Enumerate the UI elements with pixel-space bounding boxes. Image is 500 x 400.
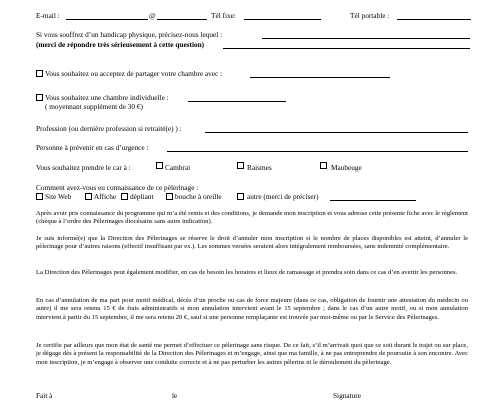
car-option-label: Maubeuge [331, 163, 362, 172]
share-room-checkbox[interactable] [36, 70, 43, 77]
email-user-field[interactable] [66, 19, 148, 20]
car-option-label: Raismes [247, 163, 272, 172]
source-option-checkbox[interactable] [85, 193, 92, 200]
phone-mobile-label: Tél portable : [350, 11, 390, 20]
single-room-field[interactable] [188, 101, 286, 102]
phone-mobile-field[interactable] [397, 19, 471, 20]
source-option-label: bouche à oreille [175, 192, 222, 201]
email-label: E-mail : [36, 11, 60, 20]
single-room-checkbox[interactable] [36, 94, 43, 101]
handicap-question: Si vous souffrez d’un handicap physique, précisez-nous lequel : [36, 30, 223, 39]
source-other-field[interactable] [330, 200, 416, 201]
terms-paragraph: Après avoir pris connaissance du programme qui m’a été remis et des conditions, je demande mon inscription et vous adresse cette présente fiche avec le règlement (chèque à l’ordre des Pèlerinages diocésains sans autre indication). [36, 210, 468, 226]
terms-paragraph: En cas d’annulation de ma part pour motif médical, décès d’un proche ou cas de force majeure (dans ce cas, obligation de fournir une attestation du médecin ou autre) il me sera retenu 15 € de frais administratifs si mon annulation intervient avant le 15 septembre ; dans le cas d’un autre motif, ou si mon annulation intervient à partir du 15 septembre, il me sera retenu 20 €, sauf si une personne remplaçante est trouvée par moi-même ou par le Service des Pèlerinages. [36, 297, 468, 321]
car-option-checkbox[interactable] [320, 162, 327, 169]
date-label: le [172, 391, 178, 400]
source-option-label: Site Web [45, 192, 72, 201]
source-option-label: dépliant [130, 192, 154, 201]
source-option-checkbox[interactable] [166, 193, 173, 200]
handicap-field-2[interactable] [223, 48, 470, 49]
phone-fixed-label: Tél fixe: [211, 11, 236, 20]
profession-label: Profession (ou dernière profession si retraité(e) ) : [36, 124, 182, 133]
car-option-label: Cambrai [165, 163, 191, 172]
car-option-checkbox[interactable] [237, 162, 244, 169]
at-sign: @ [149, 11, 156, 20]
terms-paragraph: Je certifie par ailleurs que mon état de santé me permet d’effectuer ce pèlerinage sans risque. De ce fait, s’il m’arrivait quoi que ce soit durant le trajet ou sur place, je dégage dès à présent la responsabilité de la Direction des Pèlerinages et m’engage, ainsi que ma famille, à ne pas entreprendre de poursuite à son encontre. Avec mon inscription, je m’engage à observer une conduite correcte et à ne pas perturber les autres pèlerins ni le déroulement du pèlerinage. [36, 342, 468, 366]
emergency-label: Personne à prévenir en cas d’urgence : [36, 143, 149, 152]
single-room-label: Vous souhaitez une chambre individuelle : [45, 93, 169, 102]
phone-fixed-field[interactable] [244, 19, 321, 20]
place-label: Fait à [36, 391, 53, 400]
source-option-checkbox[interactable] [121, 193, 128, 200]
terms-paragraph: Je suis informé(e) que la Direction des Pèlerinages se réserve le droit d’annuler mon inscription si le nombre de places disponibles est atteint, d’annuler le pèlerinage pour d’autres raisons (effectif insuffisant par ex.). Les sommes versées seraient alors intégralement remboursées, sans indemnité complémentaire. [36, 235, 468, 251]
emergency-field[interactable] [167, 151, 468, 152]
email-domain-field[interactable] [157, 19, 207, 20]
single-room-note: ( moyennant supplément de 30 €) [45, 102, 143, 111]
source-option-checkbox[interactable] [36, 193, 43, 200]
source-question: Comment avez-vous eu connaissance de ce pèlerinage : [36, 183, 199, 192]
handicap-note: (merci de répondre très sérieusement à cette question) [36, 40, 205, 49]
signature-label: Signature [333, 391, 361, 400]
source-option-label: Affiche [94, 192, 117, 201]
terms-paragraph: La Direction des Pèlerinages peut également modifier, en cas de besoin les horaires et lieux de ramassage et prendra soin dans ce cas d’en avertir les personnes. [36, 269, 458, 276]
profession-field[interactable] [205, 132, 468, 133]
car-option-checkbox[interactable] [156, 162, 163, 169]
share-room-label: Vous souhaitez ou acceptez de partager votre chambre avec : [45, 69, 223, 78]
source-option-label: autre (merci de préciser) [247, 192, 319, 201]
car-question: Vous souhaitez prendre le car à : [36, 163, 131, 172]
handicap-field-1[interactable] [262, 38, 470, 39]
source-option-checkbox[interactable] [237, 193, 244, 200]
share-room-field[interactable] [250, 77, 390, 78]
